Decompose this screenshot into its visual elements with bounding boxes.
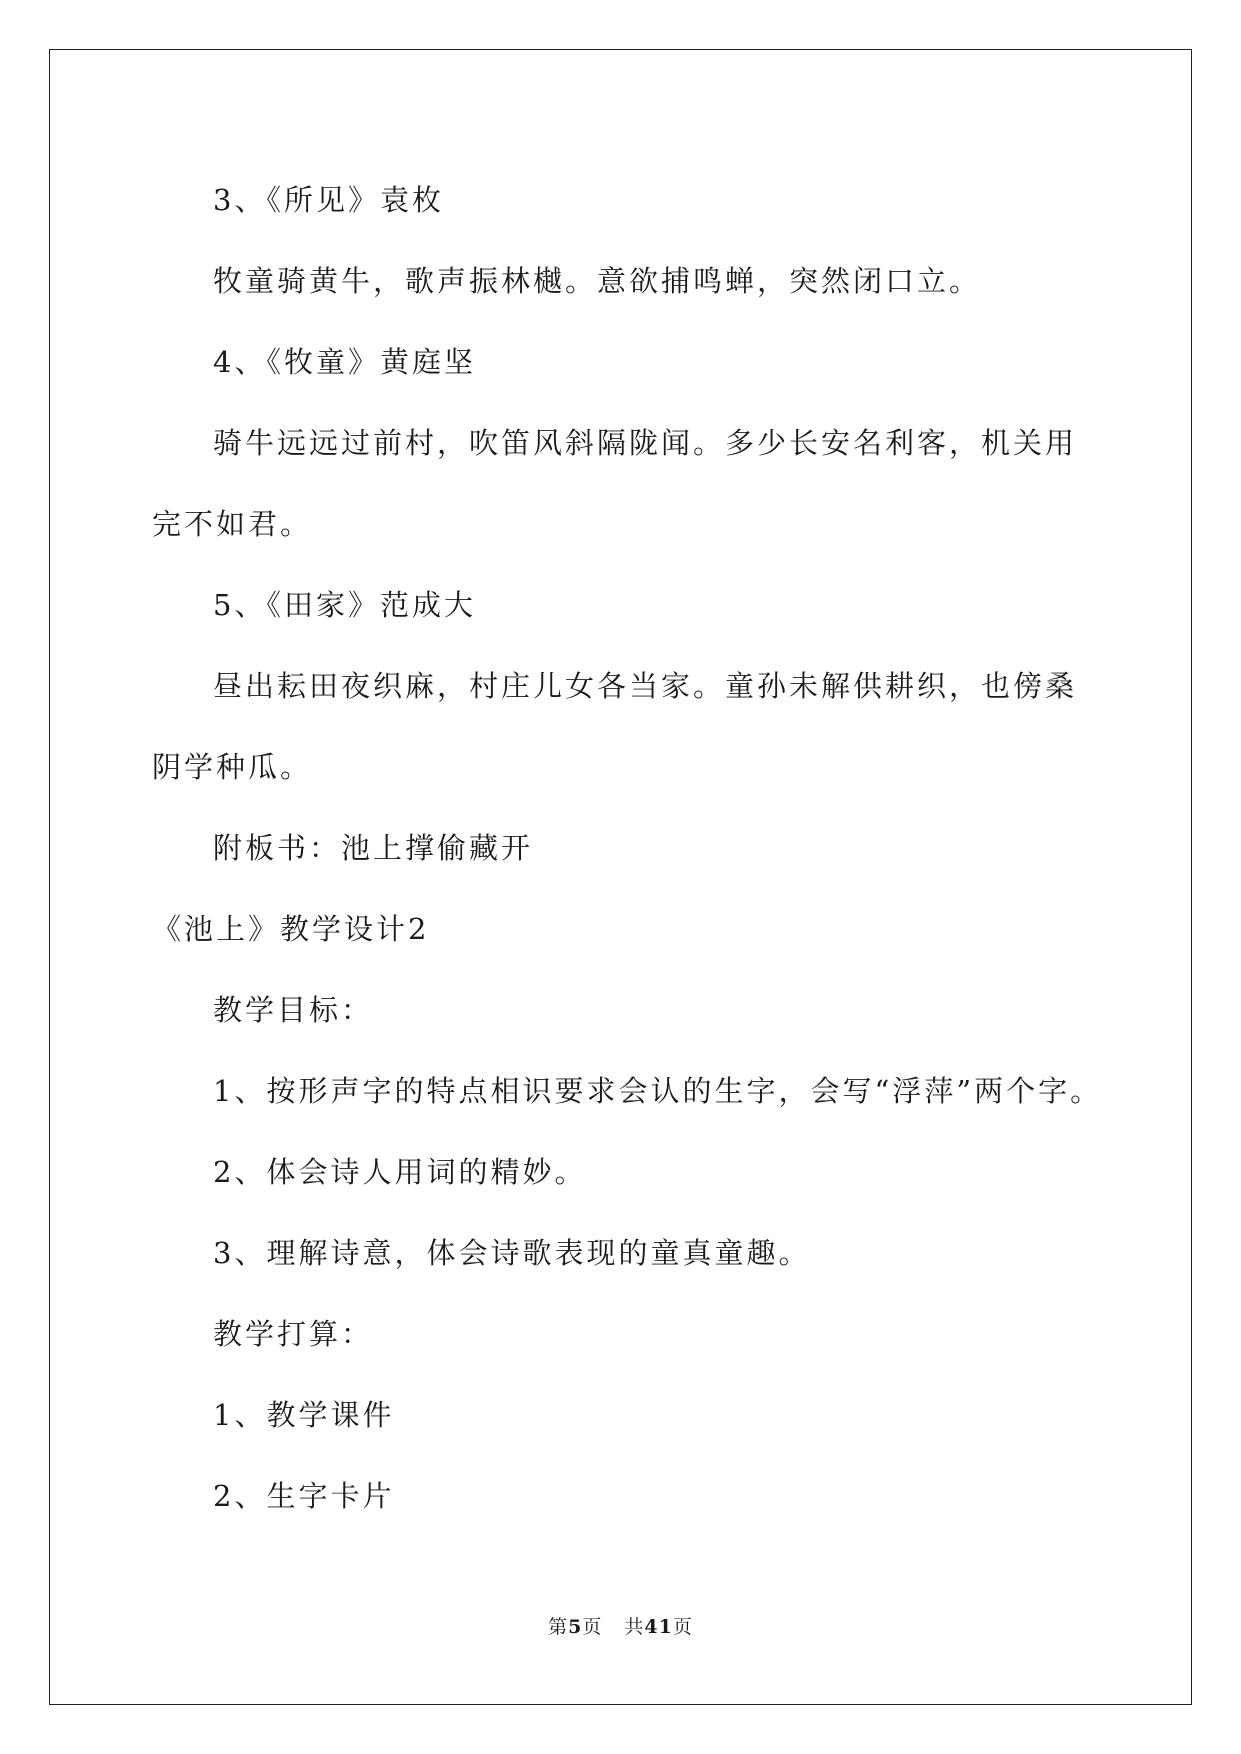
objective-item-1: 1、按形声字的特点相识要求会认的生字，会写“浮萍”两个字。 bbox=[213, 1074, 1103, 1108]
preparation-heading: 教学打算： bbox=[213, 1317, 374, 1351]
preparation-item-2: 2、生字卡片 bbox=[213, 1479, 395, 1513]
objectives-heading: 教学目标： bbox=[213, 993, 374, 1027]
footer-page-mid: 页 bbox=[582, 1616, 603, 1638]
poem-text-suojian: 牧童骑黄牛，歌声振林樾。意欲捕鸣蝉，突然闭口立。 bbox=[213, 264, 982, 298]
objective-item-3: 3、理解诗意，体会诗歌表现的童真童趣。 bbox=[213, 1236, 811, 1270]
footer-page-total: 41 bbox=[644, 1616, 673, 1638]
preparation-item-1: 1、教学课件 bbox=[213, 1398, 395, 1432]
poem-text-tianjia: 昼出耘田夜织麻，村庄儿女各当家。童孙未解供耕织，也傍桑阴学种瓜。 bbox=[152, 669, 1078, 784]
footer-total-prefix: 共 bbox=[624, 1616, 645, 1638]
footer-page-current: 5 bbox=[568, 1616, 583, 1638]
objective-item-2: 2、体会诗人用词的精妙。 bbox=[213, 1155, 587, 1189]
page-footer bbox=[0, 1612, 1241, 1639]
document-body bbox=[152, 160, 1102, 1537]
poem-heading-tianjia: 5、《田家》范成大 bbox=[213, 588, 476, 622]
footer-total-suffix: 页 bbox=[672, 1616, 693, 1638]
poem-heading-suojian: 3、《所见》袁枚 bbox=[213, 183, 444, 217]
poem-heading-mutong: 4、《牧童》黄庭坚 bbox=[213, 345, 476, 379]
section-title: 《池上》教学设计2 bbox=[152, 912, 430, 946]
footer-page-prefix: 第 bbox=[548, 1616, 569, 1638]
poem-text-mutong: 骑牛远远过前村，吹笛风斜隔陇闻。多少长安名利客，机关用完不如君。 bbox=[152, 426, 1078, 541]
blackboard-note: 附板书：池上撑偷藏开 bbox=[213, 831, 534, 865]
